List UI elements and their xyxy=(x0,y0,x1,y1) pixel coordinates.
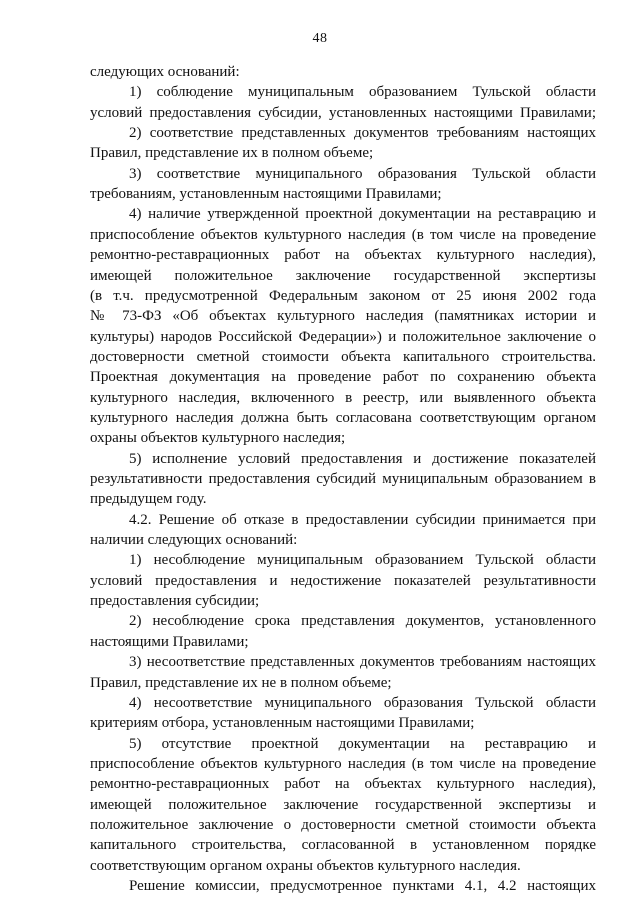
text-line: Решение комиссии, предусмотренное пунктами 4.1, 4.2 настоящих xyxy=(129,878,596,894)
text-line: ремонтно-реставрационных работ на объектах культурного наследия), xyxy=(90,776,596,793)
text-line: культуры) народов Российской Федерации») и положительное заключение о xyxy=(90,328,596,345)
text-line: 2) соответствие представленных документов требованиям настоящих xyxy=(129,125,596,142)
text-line: культурного наследия, включенного в реестр, или выявленного объекта xyxy=(90,389,596,406)
text-line: следующих оснований: xyxy=(90,64,240,80)
text-line: 3) несоответствие представленных документов требованиям настоящих xyxy=(129,654,596,671)
text-line: приспособление объектов культурного наследия (в том числе на проведение xyxy=(90,226,596,243)
text-line: наличии следующих оснований: xyxy=(90,532,298,549)
text-line: 4.2. Решение об отказе в предоставлении субсидии принимается при xyxy=(129,511,596,528)
text-line: Правил, представление их не в полном объеме; xyxy=(90,674,392,691)
text-line: № 73-ФЗ «Об объектах культурного наследия (памятниках истории и xyxy=(90,308,596,325)
text-line: предыдущем году. xyxy=(90,491,207,508)
text-line: настоящими Правилами; xyxy=(90,633,249,650)
text-line: требованиям, установленным настоящими Правилами; xyxy=(90,186,442,203)
text-line: 1) несоблюдение муниципальным образованием Тульской области xyxy=(129,552,596,569)
text-line: Правил, представление их в полном объеме; xyxy=(90,145,374,162)
text-line: приспособление объектов культурного наследия (в том числе на проведение xyxy=(90,755,596,772)
text-line: культурного наследия должна быть согласована соответствующим органом xyxy=(90,409,596,426)
text-line: капитального строительства, согласованной в установленном порядке xyxy=(90,837,596,854)
text-line: 1) соблюдение муниципальным образованием Тульской области xyxy=(129,84,596,101)
page-number: 48 xyxy=(312,31,328,46)
text-line: 4) наличие утвержденной проектной документации на реставрацию и xyxy=(129,206,596,223)
text-line: предоставления субсидии; xyxy=(90,593,260,610)
text-line: условий предоставления субсидии, установленных настоящими Правилами; xyxy=(90,104,596,121)
text-line: Проектная документация на проведение работ по сохранению объекта xyxy=(90,369,596,386)
text-line: 4) несоответствие муниципального образования Тульской области xyxy=(129,694,596,711)
text-line: достоверности сметной стоимости объекта капитального строительства. xyxy=(90,348,596,365)
text-line: 3) соответствие муниципального образования Тульской области xyxy=(129,165,596,182)
text-line: результативности предоставления субсидий муниципальным образованием в xyxy=(90,471,596,487)
text-line: имеющей положительное заключение государственной экспертизы и xyxy=(90,796,596,813)
text-line: 5) исполнение условий предоставления и достижение показателей xyxy=(129,450,596,467)
text-line: условий предоставления и недостижение показателей результативности xyxy=(90,572,596,589)
text-line: 5) отсутствие проектной документации на реставрацию и xyxy=(129,735,596,752)
text-line: положительное заключение о достоверности сметной стоимости объекта xyxy=(90,816,596,833)
text-line: охраны объектов культурного наследия; xyxy=(90,430,346,447)
text-line: критериям отбора, установленным настоящими Правилами; xyxy=(90,715,475,732)
text-line: имеющей положительное заключение государственной экспертизы xyxy=(90,267,596,284)
text-line: ремонтно-реставрационных работ на объектах культурного наследия), xyxy=(90,247,596,264)
text-line: соответствующим органом охраны объектов культурного наследия. xyxy=(90,857,521,874)
text-line: (в т.ч. предусмотренной Федеральным законом от 25 июня 2002 года xyxy=(90,287,596,304)
text-line: 2) несоблюдение срока представления документов, установленного xyxy=(129,613,596,630)
